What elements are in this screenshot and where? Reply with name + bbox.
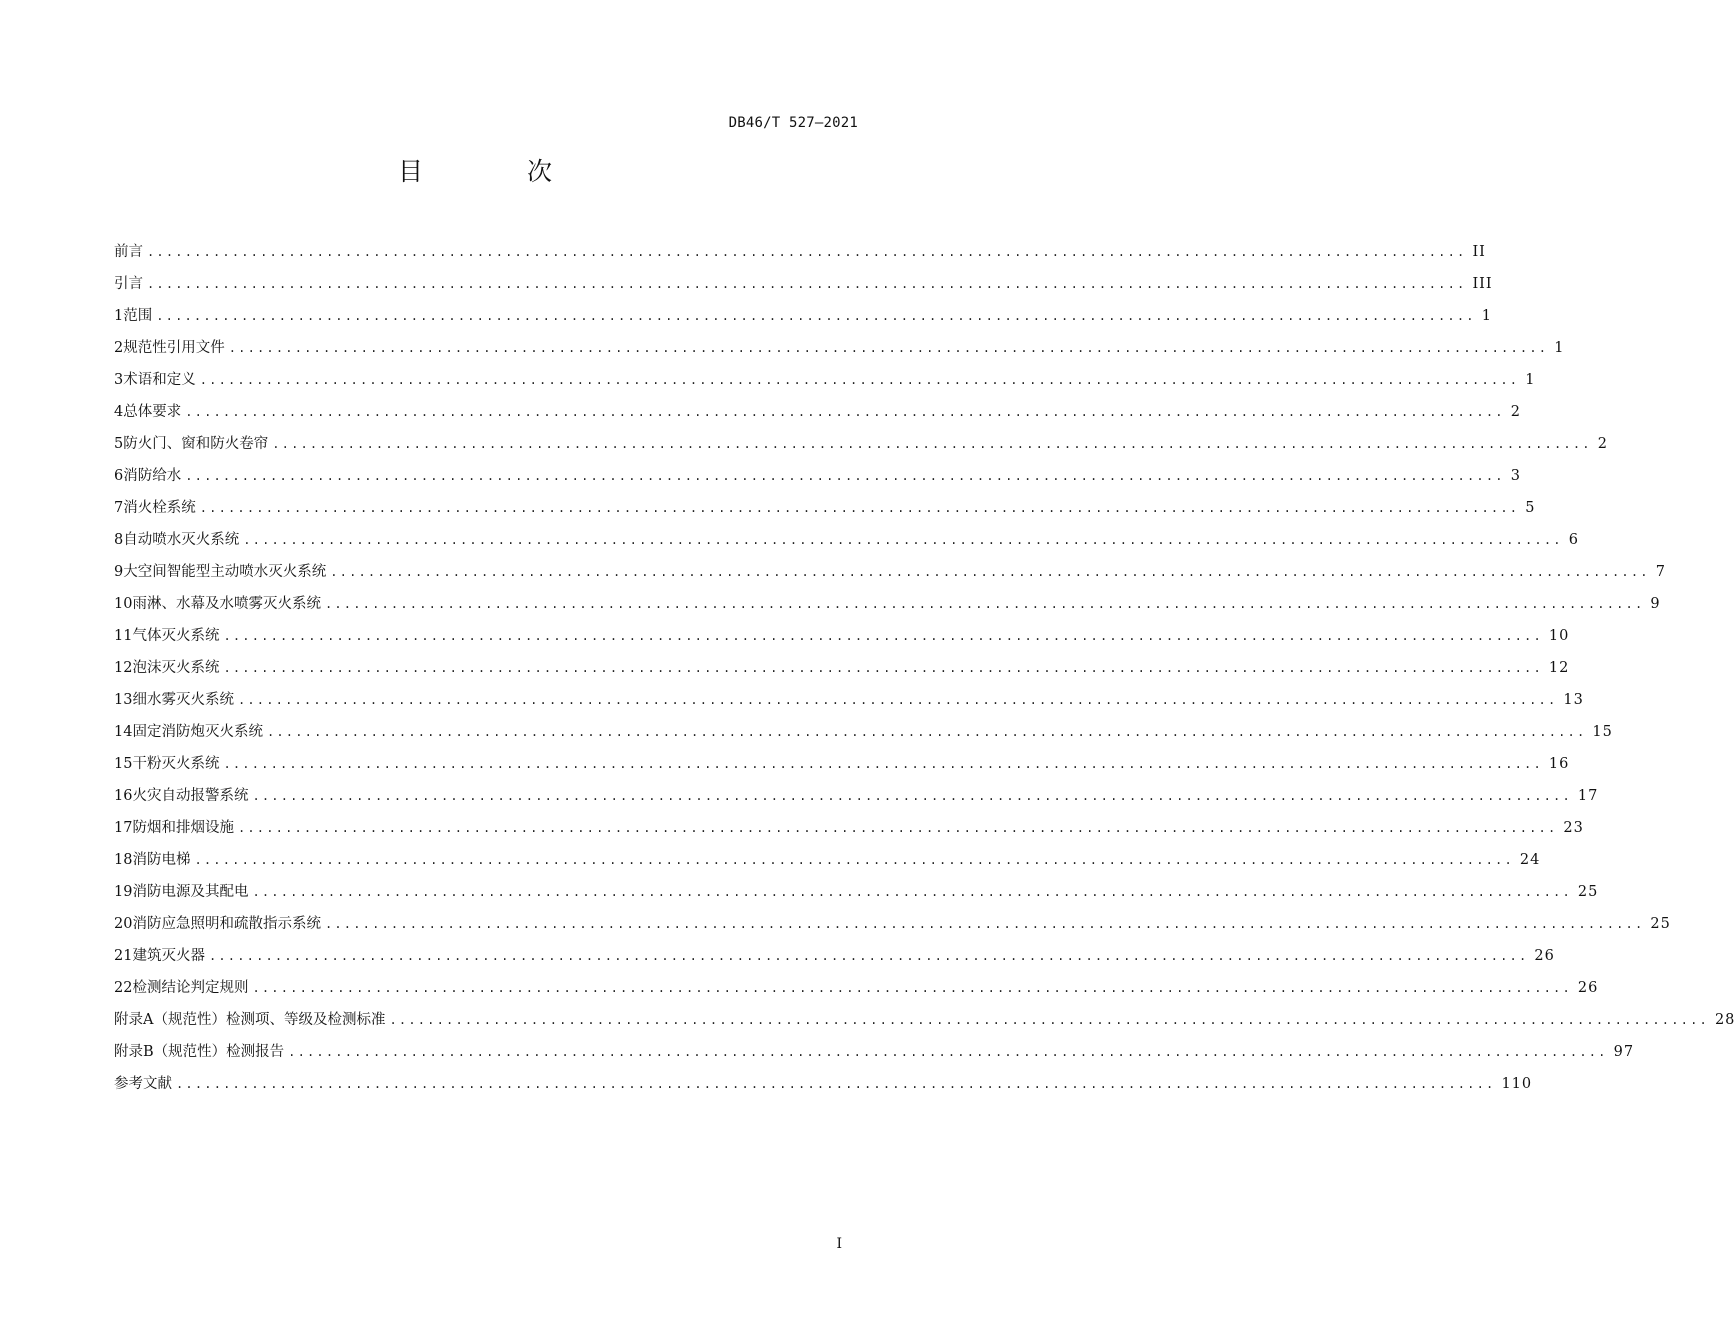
toc-entry[interactable] [114,940,1555,972]
toc-entry-page: 97 [1613,1044,1635,1060]
toc-entry-label: 防火门、窗和防火卷帘 [123,436,269,452]
toc-entry-label: 大空间智能型主动喷水灭火系统 [123,564,327,580]
toc-entry-number: 13 [114,692,133,708]
toc-entry[interactable] [114,1068,1533,1100]
toc-entry-page: 15 [1592,724,1613,740]
toc-entry-page: 2 [1597,436,1608,452]
toc-entry[interactable] [114,524,1579,556]
toc-entry[interactable] [114,396,1521,428]
toc-entry-label: 消防应急照明和疏散指示系统 [132,916,321,932]
toc-entry-label: 检测结论判定规则 [132,980,249,996]
toc-entry-number: 8 [114,532,124,548]
toc-entry-number: 10 [114,596,133,612]
toc-dot-leader: ............................................................................................................................................ [147,277,1467,291]
toc-entry-label: 引言 [114,276,143,292]
toc-dot-leader: ............................................................................................................................................ [185,405,1505,419]
toc-entry[interactable] [114,460,1521,492]
toc-entry[interactable] [114,364,1536,396]
toc-entry-label: 总体要求 [123,404,182,420]
toc-entry-label: 固定消防炮灭火系统 [132,724,263,740]
toc-entry-page: 1 [1481,308,1492,324]
toc-entry-number: 11 [114,628,133,644]
toc-entry[interactable] [114,556,1666,588]
toc-entry[interactable] [114,620,1570,652]
toc-entry-label: 参考文献 [114,1076,172,1092]
toc-entry[interactable] [114,908,1671,940]
toc-entry-page: 16 [1548,756,1570,772]
toc-dot-leader: ............................................................................................................................................ [199,373,1520,387]
toc-entry-number: 20 [114,916,133,932]
toc-entry[interactable] [114,684,1584,716]
toc-entry-label: 消火栓系统 [123,500,196,516]
toc-entry-label: 前言 [114,244,143,260]
page-number: I [836,1236,842,1252]
toc-entry-number: 12 [114,660,133,676]
toc-entry-page: 10 [1548,628,1570,644]
toc-entry-label: 干粉灭火系统 [132,756,220,772]
toc-entry-number: 9 [114,564,124,580]
toc-entry-page: III [1472,276,1493,292]
toc-entry-number: 3 [114,372,124,388]
toc-entry-number: 1 [114,308,124,324]
toc-entry[interactable] [114,492,1536,524]
toc-entry[interactable] [114,332,1565,364]
toc-entry[interactable] [114,652,1570,684]
toc-entry-page: 25 [1650,916,1671,932]
toc-entry-label: 雨淋、水幕及水喷雾灭火系统 [132,596,321,612]
toc-entry-page: 17 [1577,788,1599,804]
toc-entry-page: 2 [1510,404,1521,420]
toc-appendix-tag: 附录A（规范性） [114,1012,226,1028]
toc-dot-leader: ............................................................................................................................................ [185,469,1505,483]
toc-entry-number: 21 [114,948,133,964]
toc-dot-leader: ............................................................................................................................................ [288,1045,1608,1059]
toc-dot-leader: ............................................................................................................................................ [252,981,1572,995]
toc-entry-page: 26 [1577,980,1599,996]
toc-entry-page: 6 [1568,532,1579,548]
toc-dot-leader: ............................................................................................................................................ [324,917,1645,931]
toc-dot-leader: ............................................................................................................................................ [208,949,1529,963]
toc-entry-label: 检测报告 [226,1044,285,1060]
toc-entry-page: 25 [1577,884,1599,900]
toc-entry-page: 5 [1525,500,1536,516]
toc-dot-leader: ............................................................................................................................................ [237,693,1558,707]
toc-entry-page: 23 [1563,820,1584,836]
toc-dot-leader: ............................................................................................................................................ [389,1013,1709,1027]
toc-entry-number: 6 [114,468,124,484]
toc-dot-leader: ............................................................................................................................................ [194,853,1514,867]
toc-dot-leader: ............................................................................................................................................ [237,821,1558,835]
toc-entry[interactable] [114,876,1599,908]
toc-entry[interactable] [114,236,1486,268]
toc-entry-label: 消防给水 [123,468,182,484]
toc-entry-number: 19 [114,884,133,900]
toc-dot-leader: ............................................................................................................................................ [228,341,1549,355]
toc-entry[interactable] [114,1004,1735,1036]
toc-dot-leader: ............................................................................................................................................ [156,309,1476,323]
toc-entry-page: II [1472,244,1486,260]
toc-entry-page: 13 [1563,692,1584,708]
toc-entry[interactable] [114,844,1541,876]
toc-entry[interactable] [114,300,1492,332]
toc-entry-label: 防烟和排烟设施 [132,820,234,836]
toc-entry-page: 28 [1714,1012,1735,1028]
page-title: 目 次 [398,157,600,186]
toc-entry[interactable] [114,812,1584,844]
toc-entry-label: 术语和定义 [123,372,196,388]
toc-entry[interactable] [114,972,1599,1004]
toc-entry-label: 建筑灭火器 [132,948,205,964]
toc-entry-number: 5 [114,436,124,452]
toc-entry-label: 细水雾灭火系统 [132,692,234,708]
toc-dot-leader: ............................................................................................................................................ [199,501,1520,515]
toc-entry-page: 24 [1519,852,1541,868]
toc-entry-label: 检测项、等级及检测标准 [225,1012,386,1028]
document-code: DB46/T 527—2021 [728,115,858,131]
toc-dot-leader: ............................................................................................................................................ [223,661,1543,675]
toc-dot-leader: ............................................................................................................................................ [330,565,1650,579]
toc-dot-leader: ............................................................................................................................................ [243,533,1563,547]
toc-entry[interactable] [114,268,1493,300]
toc-entry-number: 15 [114,756,133,772]
toc-dot-leader: ............................................................................................................................................ [252,789,1572,803]
toc-entry[interactable] [114,588,1661,620]
toc-entry[interactable] [114,780,1599,812]
toc-entry-number: 7 [114,500,124,516]
toc-entry-page: 12 [1548,660,1570,676]
toc-entry-label: 泡沫灭火系统 [132,660,220,676]
toc-dot-leader: ............................................................................................................................................ [266,725,1587,739]
toc-entry-label: 范围 [123,308,153,324]
toc-entry-number: 22 [114,980,133,996]
toc-entry[interactable] [114,716,1613,748]
toc-entry-label: 消防电梯 [132,852,191,868]
toc-entry-page: 9 [1650,596,1661,612]
toc-entry-number: 2 [114,340,124,356]
toc-dot-leader: ............................................................................................................................................ [324,597,1645,611]
toc-entry-number: 16 [114,788,133,804]
toc-entry-label: 自动喷水灭火系统 [123,532,240,548]
toc-entry-page: 1 [1525,372,1536,388]
toc-entry-label: 火灾自动报警系统 [132,788,249,804]
toc-entry-page: 110 [1501,1076,1533,1092]
toc-dot-leader: ............................................................................................................................................ [272,437,1592,451]
toc-entry-page: 1 [1554,340,1565,356]
toc-entry[interactable] [114,1036,1635,1068]
toc-dot-leader: ............................................................................................................................................ [223,629,1543,643]
toc-dot-leader: ............................................................................................................................................ [176,1077,1496,1091]
toc-entry-page: 3 [1510,468,1521,484]
toc-entry-page: 7 [1655,564,1666,580]
toc-entry-label: 规范性引用文件 [123,340,225,356]
toc-entry-number: 18 [114,852,133,868]
toc-entry[interactable] [114,748,1570,780]
toc-dot-leader: ............................................................................................................................................ [252,885,1572,899]
toc-entry-label: 消防电源及其配电 [132,884,249,900]
toc-entry-number: 17 [114,820,133,836]
toc-dot-leader: ............................................................................................................................................ [147,245,1467,259]
toc-entry-number: 4 [114,404,124,420]
toc-dot-leader: ............................................................................................................................................ [223,757,1543,771]
table-of-contents [114,236,1735,1100]
toc-entry-number: 14 [114,724,133,740]
toc-entry-page: 26 [1534,948,1555,964]
toc-appendix-tag: 附录B（规范性） [114,1044,227,1060]
toc-entry[interactable] [114,428,1608,460]
toc-entry-label: 气体灭火系统 [132,628,220,644]
